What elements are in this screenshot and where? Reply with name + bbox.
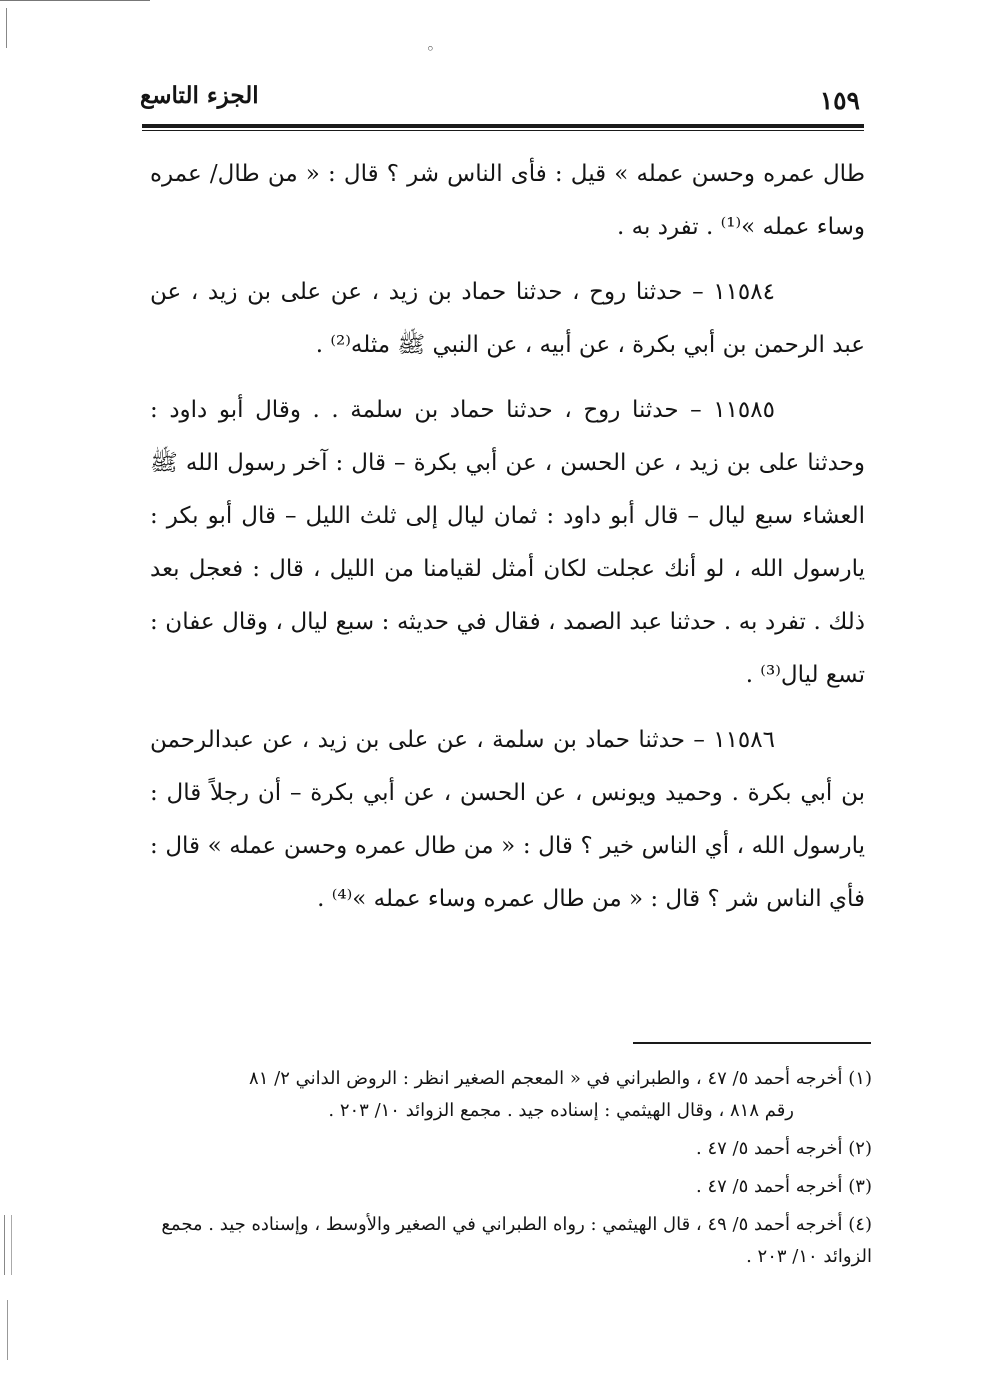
- footnote: (٤) أخرجه أحمد ٥/ ٤٩ ، قال الهيثمي : رواه الطبراني في الصغير والأوسط ، وإسناده جيد . مجمع الزوائد ١٠/ ٢٠٣ .: [161, 1214, 872, 1267]
- scan-edge-line: [6, 8, 7, 48]
- main-text: [150, 148, 865, 938]
- scan-speck-icon: ◦: [426, 40, 435, 58]
- footnote-separator: [633, 1042, 871, 1044]
- paragraph: طال عمره وحسن عمله » قيل : فأى الناس شر ؟ قال : « من طال/ عمره وساء عمله »⁽¹⁾ . تفرد به .: [150, 161, 865, 240]
- footnote-continuation: رقم ٨١٨ ، وقال الهيثمي : إسناده جيد . مجمع الزوائد ١٠/ ٢٠٣ .: [328, 1100, 794, 1121]
- scan-edge-line: [0, 0, 150, 1]
- footnotes: [150, 1063, 872, 1279]
- paragraph: ١١٥٨٤ – حدثنا روح ، حدثنا حماد بن زيد ، عن على بن زيد ، عن عبد الرحمن بن أبي بكرة ، عن أبيه ، عن النبي ﷺ مثله⁽²⁾ .: [150, 279, 865, 358]
- footnote: (٣) أخرجه أحمد ٥/ ٤٧ .: [696, 1176, 872, 1197]
- header-rule-thin: [142, 130, 864, 131]
- scan-edge-line: [7, 1300, 8, 1360]
- header-rule: [142, 124, 864, 128]
- footnote: (٢) أخرجه أحمد ٥/ ٤٧ .: [696, 1138, 872, 1159]
- running-header: [140, 78, 860, 126]
- part-title: الجزء التاسع: [140, 82, 259, 109]
- footnote: (١) أخرجه أحمد ٥/ ٤٧ ، والطبراني في « المعجم الصغير انظر : الروض الداني ٢/ ٨١: [249, 1068, 872, 1089]
- scan-edge-mark: [4, 1215, 12, 1275]
- paragraph: ١١٥٨٦ – حدثنا حماد بن سلمة ، عن على بن زيد ، عن عبدالرحمن بن أبي بكرة . وحميد ويونس ، عن الحسن ، عن أبي بكرة – أن رجلاً قال : يارسول الله ، أي الناس خير ؟ قال : « من طال عمره وحسن عمله » قال : فأي الناس شر ؟ قال : « من طال عمره وساء عمله »⁽⁴⁾ .: [150, 727, 865, 912]
- paragraph: ١١٥٨٥ – حدثنا روح ، حدثنا حماد بن سلمة . . وقال أبو داود : وحدثنا على بن زيد ، عن الحسن ، عن أبي بكرة – قال : آخر رسول الله ﷺ العشاء سبع ليال – قال أبو داود : ثمان ليال إلى ثلث الليل – قال أبو بكر : يارسول الله ، لو أنك عجلت لكان أمثل لقيامنا من الليل ، قال : فعجل بعد ذلك . تفرد به . حدثنا عبد الصمد ، فقال في حديثه : سبع ليال ، وقال عفان : تسع ليال⁽³⁾ .: [150, 397, 865, 688]
- page-number: ١٥٩: [819, 86, 860, 115]
